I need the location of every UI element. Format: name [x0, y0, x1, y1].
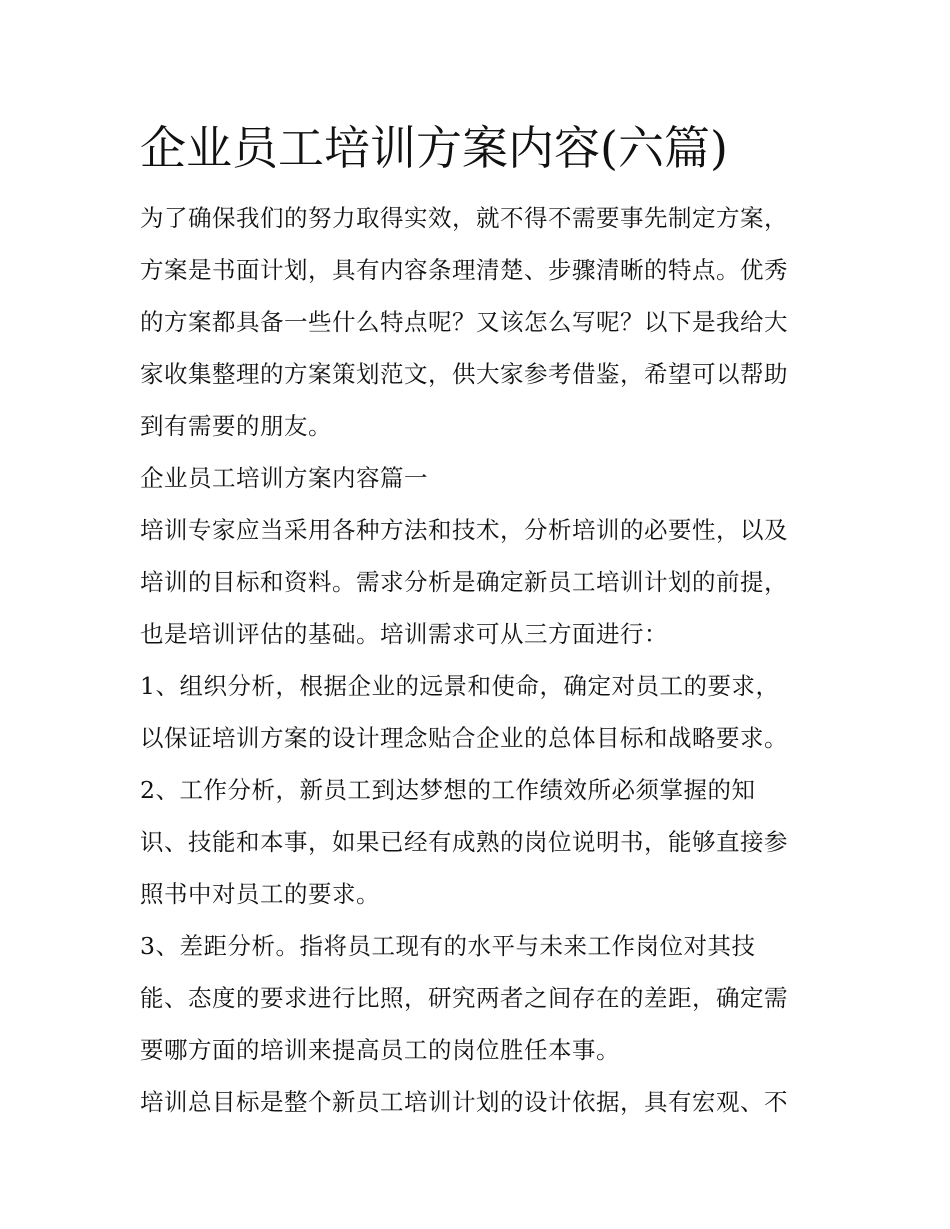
list-item-line: 以保证培训方案的设计理念贴合企业的总体目标和战略要求。: [140, 724, 788, 752]
intro-line: 方案是书面计划，具有内容条理清楚、步骤清晰的特点。优秀: [140, 256, 788, 284]
section-heading: 企业员工培训方案内容篇一: [140, 464, 428, 492]
intro-paragraph: [140, 192, 820, 452]
document-title: 企业员工培训方案内容(六篇): [140, 121, 728, 175]
intro-line: 家收集整理的方案策划范文，供大家参考借鉴，希望可以帮助: [140, 360, 788, 388]
intro-line: 到有需要的朋友。: [140, 412, 332, 440]
list-item-gap-analysis: [140, 920, 820, 1076]
body-line: 培训的目标和资料。需求分析是确定新员工培训计划的前提，: [140, 568, 788, 596]
document-body: [140, 192, 820, 1128]
list-item-line: 照书中对员工的要求。: [140, 880, 380, 908]
body-line: 也是培训评估的基础。培训需求可从三方面进行：: [140, 620, 668, 648]
list-item-line: 2、工作分析，新员工到达梦想的工作绩效所必须掌握的知: [140, 776, 756, 804]
list-item-line: 能、态度的要求进行比照，研究两者之间存在的差距，确定需: [140, 984, 788, 1012]
list-item-job-analysis: [140, 764, 820, 920]
list-item-line: 识、技能和本事，如果已经有成熟的岗位说明书，能够直接参: [140, 828, 788, 856]
list-item-organization-analysis: [140, 660, 820, 764]
body-paragraph: [140, 1076, 820, 1128]
intro-line: 的方案都具备一些什么特点呢？又该怎么写呢？以下是我给大: [140, 308, 788, 336]
body-paragraph: [140, 504, 820, 660]
intro-line: 为了确保我们的努力取得实效，就不得不需要事先制定方案，: [140, 204, 788, 232]
list-item-line: 1、组织分析，根据企业的远景和使命，确定对员工的要求，: [140, 672, 780, 700]
body-line: 培训专家应当采用各种方法和技术，分析培训的必要性，以及: [140, 516, 788, 544]
list-item-line: 要哪方面的培训来提高员工的岗位胜任本事。: [140, 1036, 620, 1064]
list-item-line: 3、差距分析。指将员工现有的水平与未来工作岗位对其技: [140, 932, 756, 960]
body-line: 培训总目标是整个新员工培训计划的设计依据，具有宏观、不: [140, 1088, 788, 1116]
